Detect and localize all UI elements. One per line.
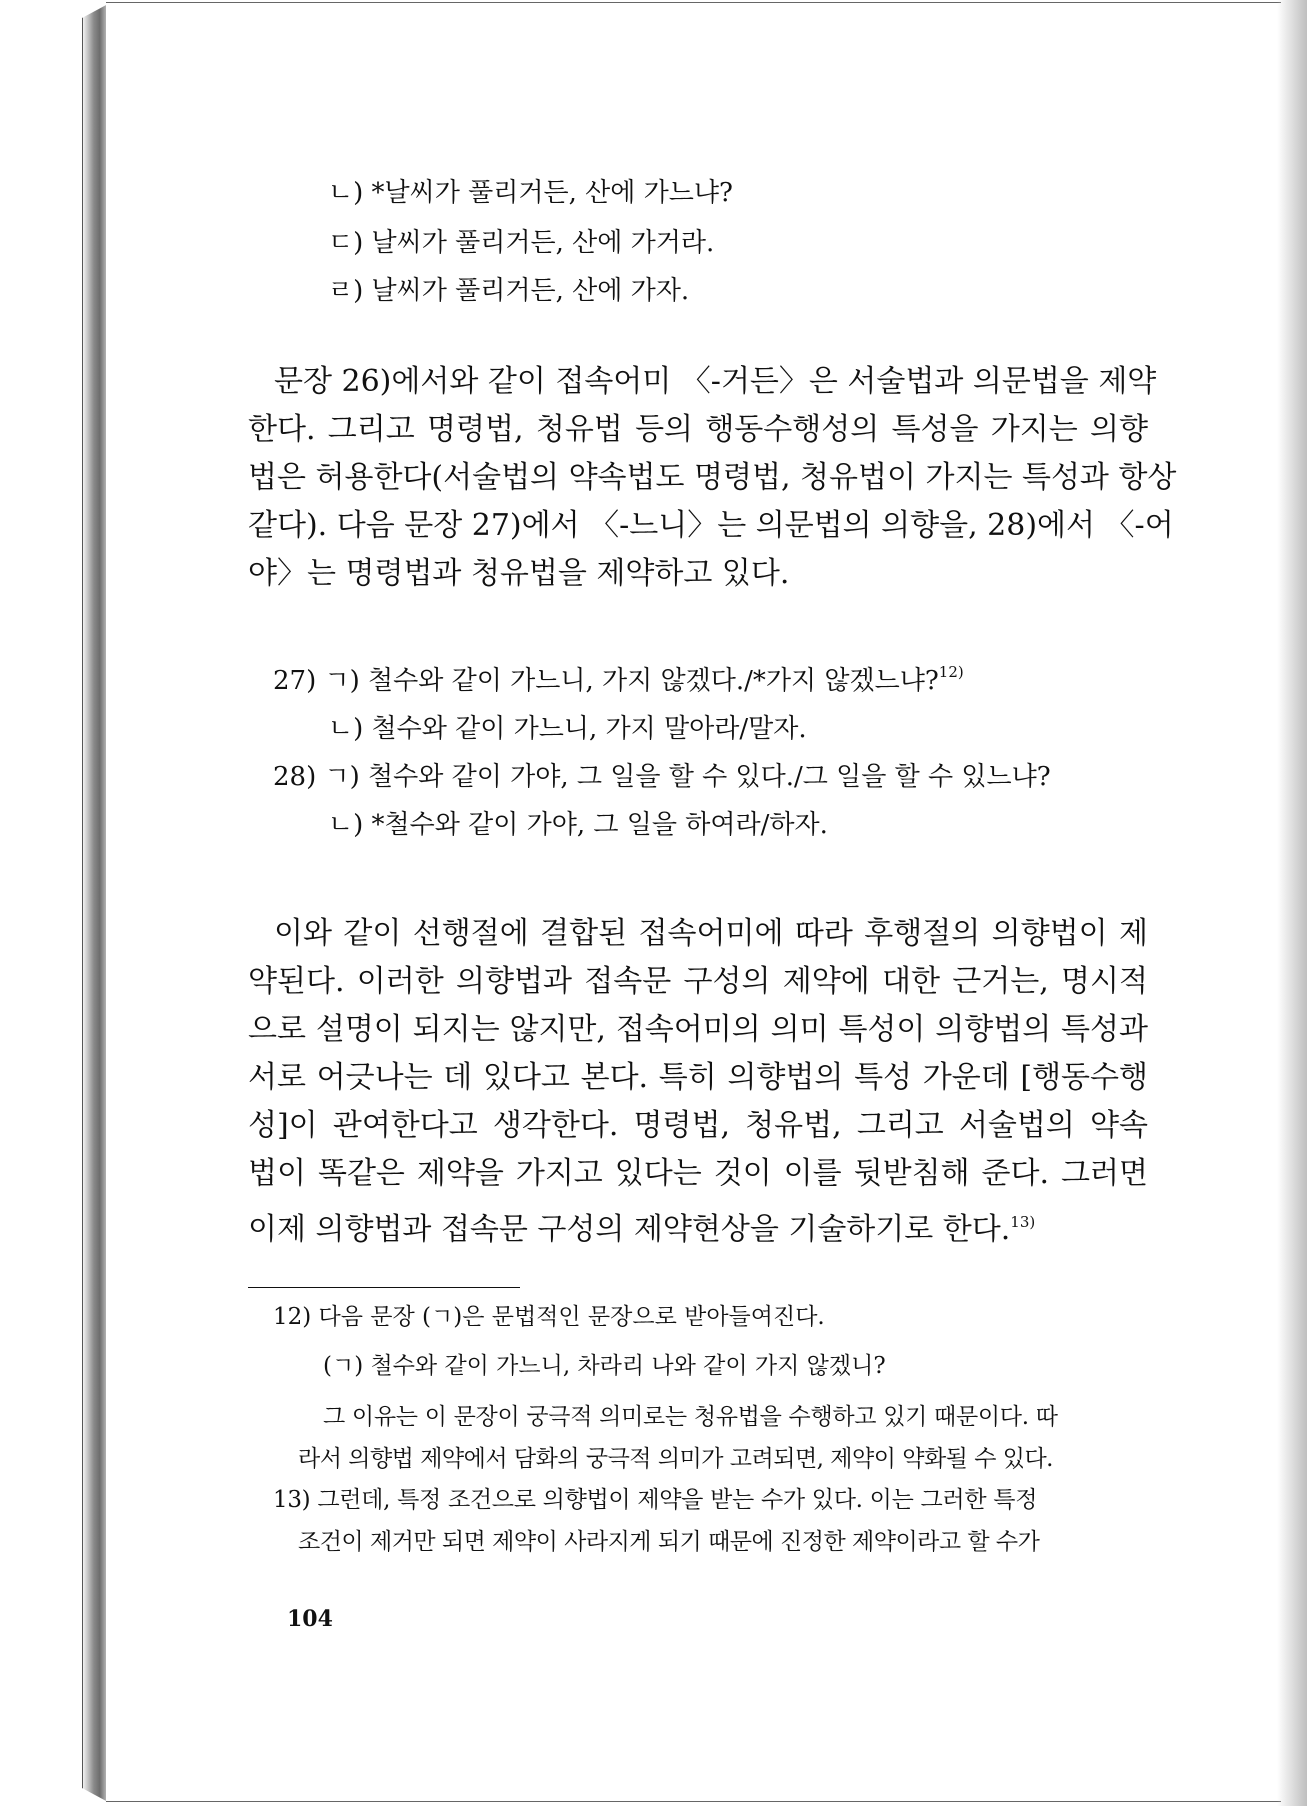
paragraph-line: 같다). 다음 문장 27)에서 〈-느니〉는 의문법의 의향을, 28)에서 〈-어 (248, 508, 1174, 543)
page-number: 104 (287, 1606, 333, 1632)
footnote-line: 13) 그런데, 특정 조건으로 의향법이 제약을 받는 수가 있다. 이는 그러한 특정 (273, 1487, 1038, 1513)
example-line: ㄷ) 날씨가 풀리거든, 산에 가거라. (328, 228, 715, 258)
paragraph-line: 으로 설명이 되지는 않지만, 접속어미의 의미 특성이 의향법의 특성과 (248, 1012, 1148, 1047)
footnote-ref: 12) (938, 663, 964, 681)
footnote-line: (ㄱ) 철수와 같이 가느니, 차라리 나와 같이 가지 않겠니? (323, 1353, 886, 1379)
example-line: ㄹ) 날씨가 풀리거든, 산에 가자. (328, 276, 690, 306)
footnote-ref: 13) (1010, 1213, 1036, 1231)
paragraph-line: 약된다. 이러한 의향법과 접속문 구성의 제약에 대한 근거는, 명시적 (248, 964, 1148, 999)
paragraph-line: 야〉는 명령법과 청유법을 제약하고 있다. (248, 556, 790, 591)
paragraph-line: 법이 똑같은 제약을 가지고 있다는 것이 이를 뒷받침해 준다. 그러면 (248, 1156, 1148, 1191)
example-line (273, 660, 964, 697)
paragraph-line: 법은 허용한다(서술법의 약속법도 명령법, 청유법이 가지는 특성과 항상 (248, 460, 1177, 495)
paragraph-line-text: 이제 의향법과 접속문 구성의 제약현상을 기술하기로 한다. (248, 1212, 1011, 1247)
footnote-line: 12) 다음 문장 (ㄱ)은 문법적인 문장으로 받아들여진다. (273, 1304, 825, 1330)
body-paragraph (248, 910, 1148, 1254)
footnote-divider (248, 1287, 520, 1288)
paragraph-line: 한다. 그리고 명령법, 청유법 등의 행동수행성의 특성을 가지는 의향 (248, 412, 1148, 447)
footnote-line: 조건이 제거만 되면 제약이 사라지게 되기 때문에 진정한 제약이라고 할 수가 (298, 1529, 1040, 1555)
paragraph-line: 성]이 관여한다고 생각한다. 명령법, 청유법, 그리고 서술법의 약속 (248, 1108, 1148, 1143)
footnote-line: 라서 의향법 제약에서 담화의 궁극적 의미가 고려되면, 제약이 약화될 수 있다. (298, 1446, 1053, 1472)
body-paragraph (248, 358, 1177, 598)
example-line: 28) ㄱ) 철수와 같이 가야, 그 일을 할 수 있다./그 일을 할 수 있느냐? (273, 762, 1051, 792)
footnote-line: 그 이유는 이 문장이 궁극적 의미로는 청유법을 수행하고 있기 때문이다. 따 (323, 1404, 1058, 1430)
example-line: ㄴ) *철수와 같이 가야, 그 일을 하여라/하자. (328, 810, 828, 840)
paragraph-line: 이와 같이 선행절에 결합된 접속어미에 따라 후행절의 의향법이 제 (274, 916, 1148, 951)
book-spine (82, 4, 108, 1802)
paragraph-line: 서로 어긋나는 데 있다고 본다. 특히 의향법의 특성 가운데 [행동수행 (248, 1060, 1148, 1095)
page-edge-shadow (1277, 0, 1307, 1806)
paragraph-line (248, 1198, 1148, 1254)
example-line: ㄴ) 철수와 같이 가느니, 가지 말아라/말자. (328, 714, 807, 744)
example-line: ㄴ) *날씨가 풀리거든, 산에 가느냐? (328, 178, 733, 208)
paragraph-line: 문장 26)에서와 같이 접속어미 〈-거든〉은 서술법과 의문법을 제약 (274, 364, 1157, 399)
example-text: 27) ㄱ) 철수와 같이 가느니, 가지 않겠다./*가지 않겠느냐? (273, 666, 939, 696)
